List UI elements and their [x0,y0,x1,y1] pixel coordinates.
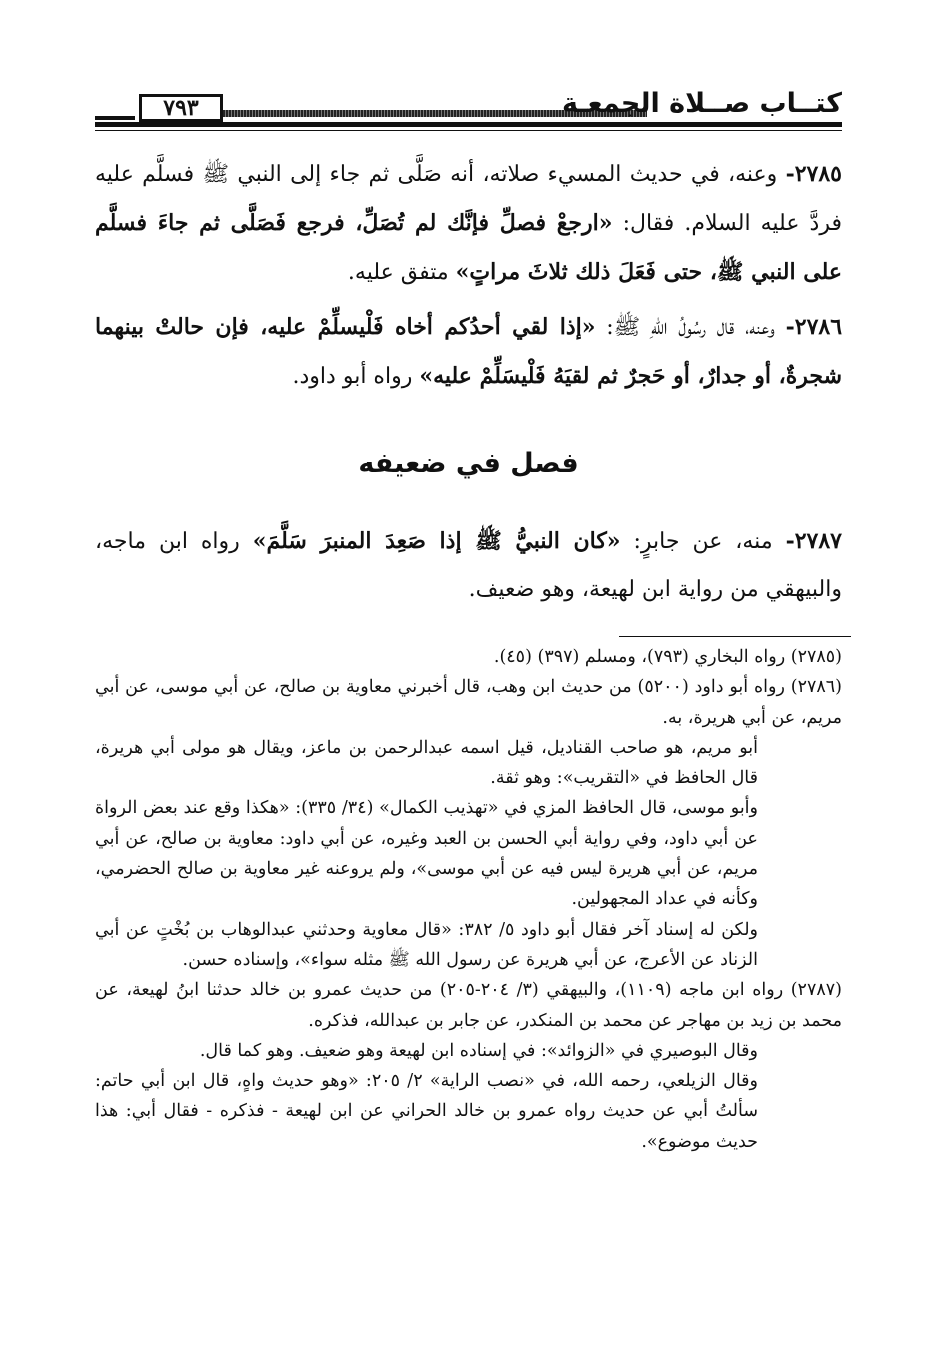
footnote [95,642,842,672]
hadith-quote: «ارجعْ فصلِّ فإنَّك لم تُصَلِّ، فرجع فَصَلَّى ثم جاءَ فسلَّم على النبي ﷺ، حتى فَعَلَ ذلك ثلاثَ مراتٍ» [95,210,842,285]
footnote-text: وقال الزيلعي، رحمه الله، في «نصب الراية» ٢/ ٢٠٥: «وهو حديث واهٍ، قال ابن أبي حاتم: سألتُ أبي عن حديث رواه عمرو بن خالد الحراني عن ابن لهيعة - فذكره - فقال أبي: هذا حديث موضوع». [95,1071,758,1152]
hadith-2786 [95,303,842,401]
footnote-continuation [95,1066,842,1157]
footnote-text: وقال البوصيري في «الزوائد»: في إسناده ابن لهيعة وهو ضعيف. وهو كما قال. [199,1040,758,1061]
main-text [95,150,842,401]
footnote-text: أبو مريم، هو صاحب القناديل، قيل اسمه عبدالرحمن بن ماعز، ويقال هو مولى أبي هريرة، قال الحافظ في «التقريب»: وهو ثقة. [95,737,758,789]
hadith-2787 [95,517,842,614]
footnote-text: رواه ابن ماجه (١١٠٩)، والبيهقي (٣/ ٢٠٤-٢٠٥) من حديث عمرو بن خالد حدثنا ابنُ لهيعة، عن محمد بن زيد بن مهاجر عن محمد بن المنكدر، عن جابر بن عبدالله، فذكره. [95,980,842,1031]
header-rule-thin [95,130,842,131]
hadith-quote: «كان النبيُّ ﷺ إذا صَعِدَ المنبرَ سَلَّمَ» [252,528,621,554]
hadith-text: منه، عن جابرٍ: [620,529,786,554]
hadith-number: ٢٧٨٥- [785,161,842,187]
hadith-2785 [95,150,842,297]
footnote [95,672,842,733]
footnote-number: (٢٧٨٥) [790,647,842,667]
footnote-continuation [95,1036,842,1066]
hadith-text: وعنه، في حديث المسيء صلاته، أنه صَلَّى ثم جاء إلى النبي ﷺ فسلَّم عليه فردَّ عليه السلام. فقال: [95,162,842,236]
footnote-text: وأبو موسى، قال الحافظ المزي في «تهذيب الكمال» (٣٤/ ٣٣٥): «هكذا وقع عند بعض الرواة عن أبي داود، وفي رواية أبي الحسن بن العبد وغيره، عن أبي داود: معاوية بن صالح، عن أبي مريم، عن أبي هريرة ليس فيه عن أبي موسى»، ولم يروعنه غير معاوية بن صالح الحضرمي، وكأنه في عداد المجهولين. [95,798,758,910]
footnote-continuation [95,915,842,976]
footnote-separator [619,636,851,637]
hadith-source: رواه ابن ماجه، والبيهقي من رواية ابن لهيعة، وهو ضعيف. [95,529,842,602]
footnotes [95,642,842,1157]
page-header [95,86,842,132]
footnote [95,975,842,1036]
header-rule-left [95,116,135,120]
footnote-continuation [95,793,842,914]
footnote-continuation [95,733,842,794]
footnote-text: رواه أبو داود (٥٢٠٠) من حديث ابن وهب، قال أخبرني معاوية بن صالح، عن أبي موسى، عن أبي مريم، عن أبي هريرة، به. [95,677,842,728]
hadith-source: رواه أبو داود. [292,364,420,389]
page-number: ٧٩٣ [139,94,223,122]
book-title: كتــاب صــلاة الجمعـة [561,88,842,119]
footnote-text: ولكن له إسناد آخر فقال أبو داود ٥/ ٣٨٢: «قال معاوية وحدثني عبدالوهاب بن بُخْتٍ عن أبي الزناد عن الأعرج، عن أبي هريرة عن رسول الله ﷺ مثله سواء»، وإسناده حسن. [95,919,758,970]
footnote-text: رواه البخاري (٧٩٣)، ومسلم (٣٩٧) (٤٥). [493,647,791,667]
section-title: فصل في ضعيفه [358,448,579,479]
footnote-number: (٢٧٨٧) [790,980,842,1001]
header-rule-thick [95,122,842,127]
hadith-number: ٢٧٨٦- [785,314,843,340]
hadith-source: متفق عليه. [347,260,456,285]
weak-hadith-text [95,517,842,614]
hadith-number: ٢٧٨٧- [785,528,842,554]
footnote-number: (٢٧٨٦) [790,677,842,698]
hadith-quote: «إذا لقي أحدُكم أخاه فَلْيسلِّمْ عليه، فإن حالتْ بينهما شجرةٌ، أو جدارٌ، أو حَجرٌ ثم لقيَهُ فَلْيسَلِّمْ عليه» [95,314,842,389]
hadith-text: وعنه، قال رسُولُ اللهِ ﷺ: [595,315,786,340]
